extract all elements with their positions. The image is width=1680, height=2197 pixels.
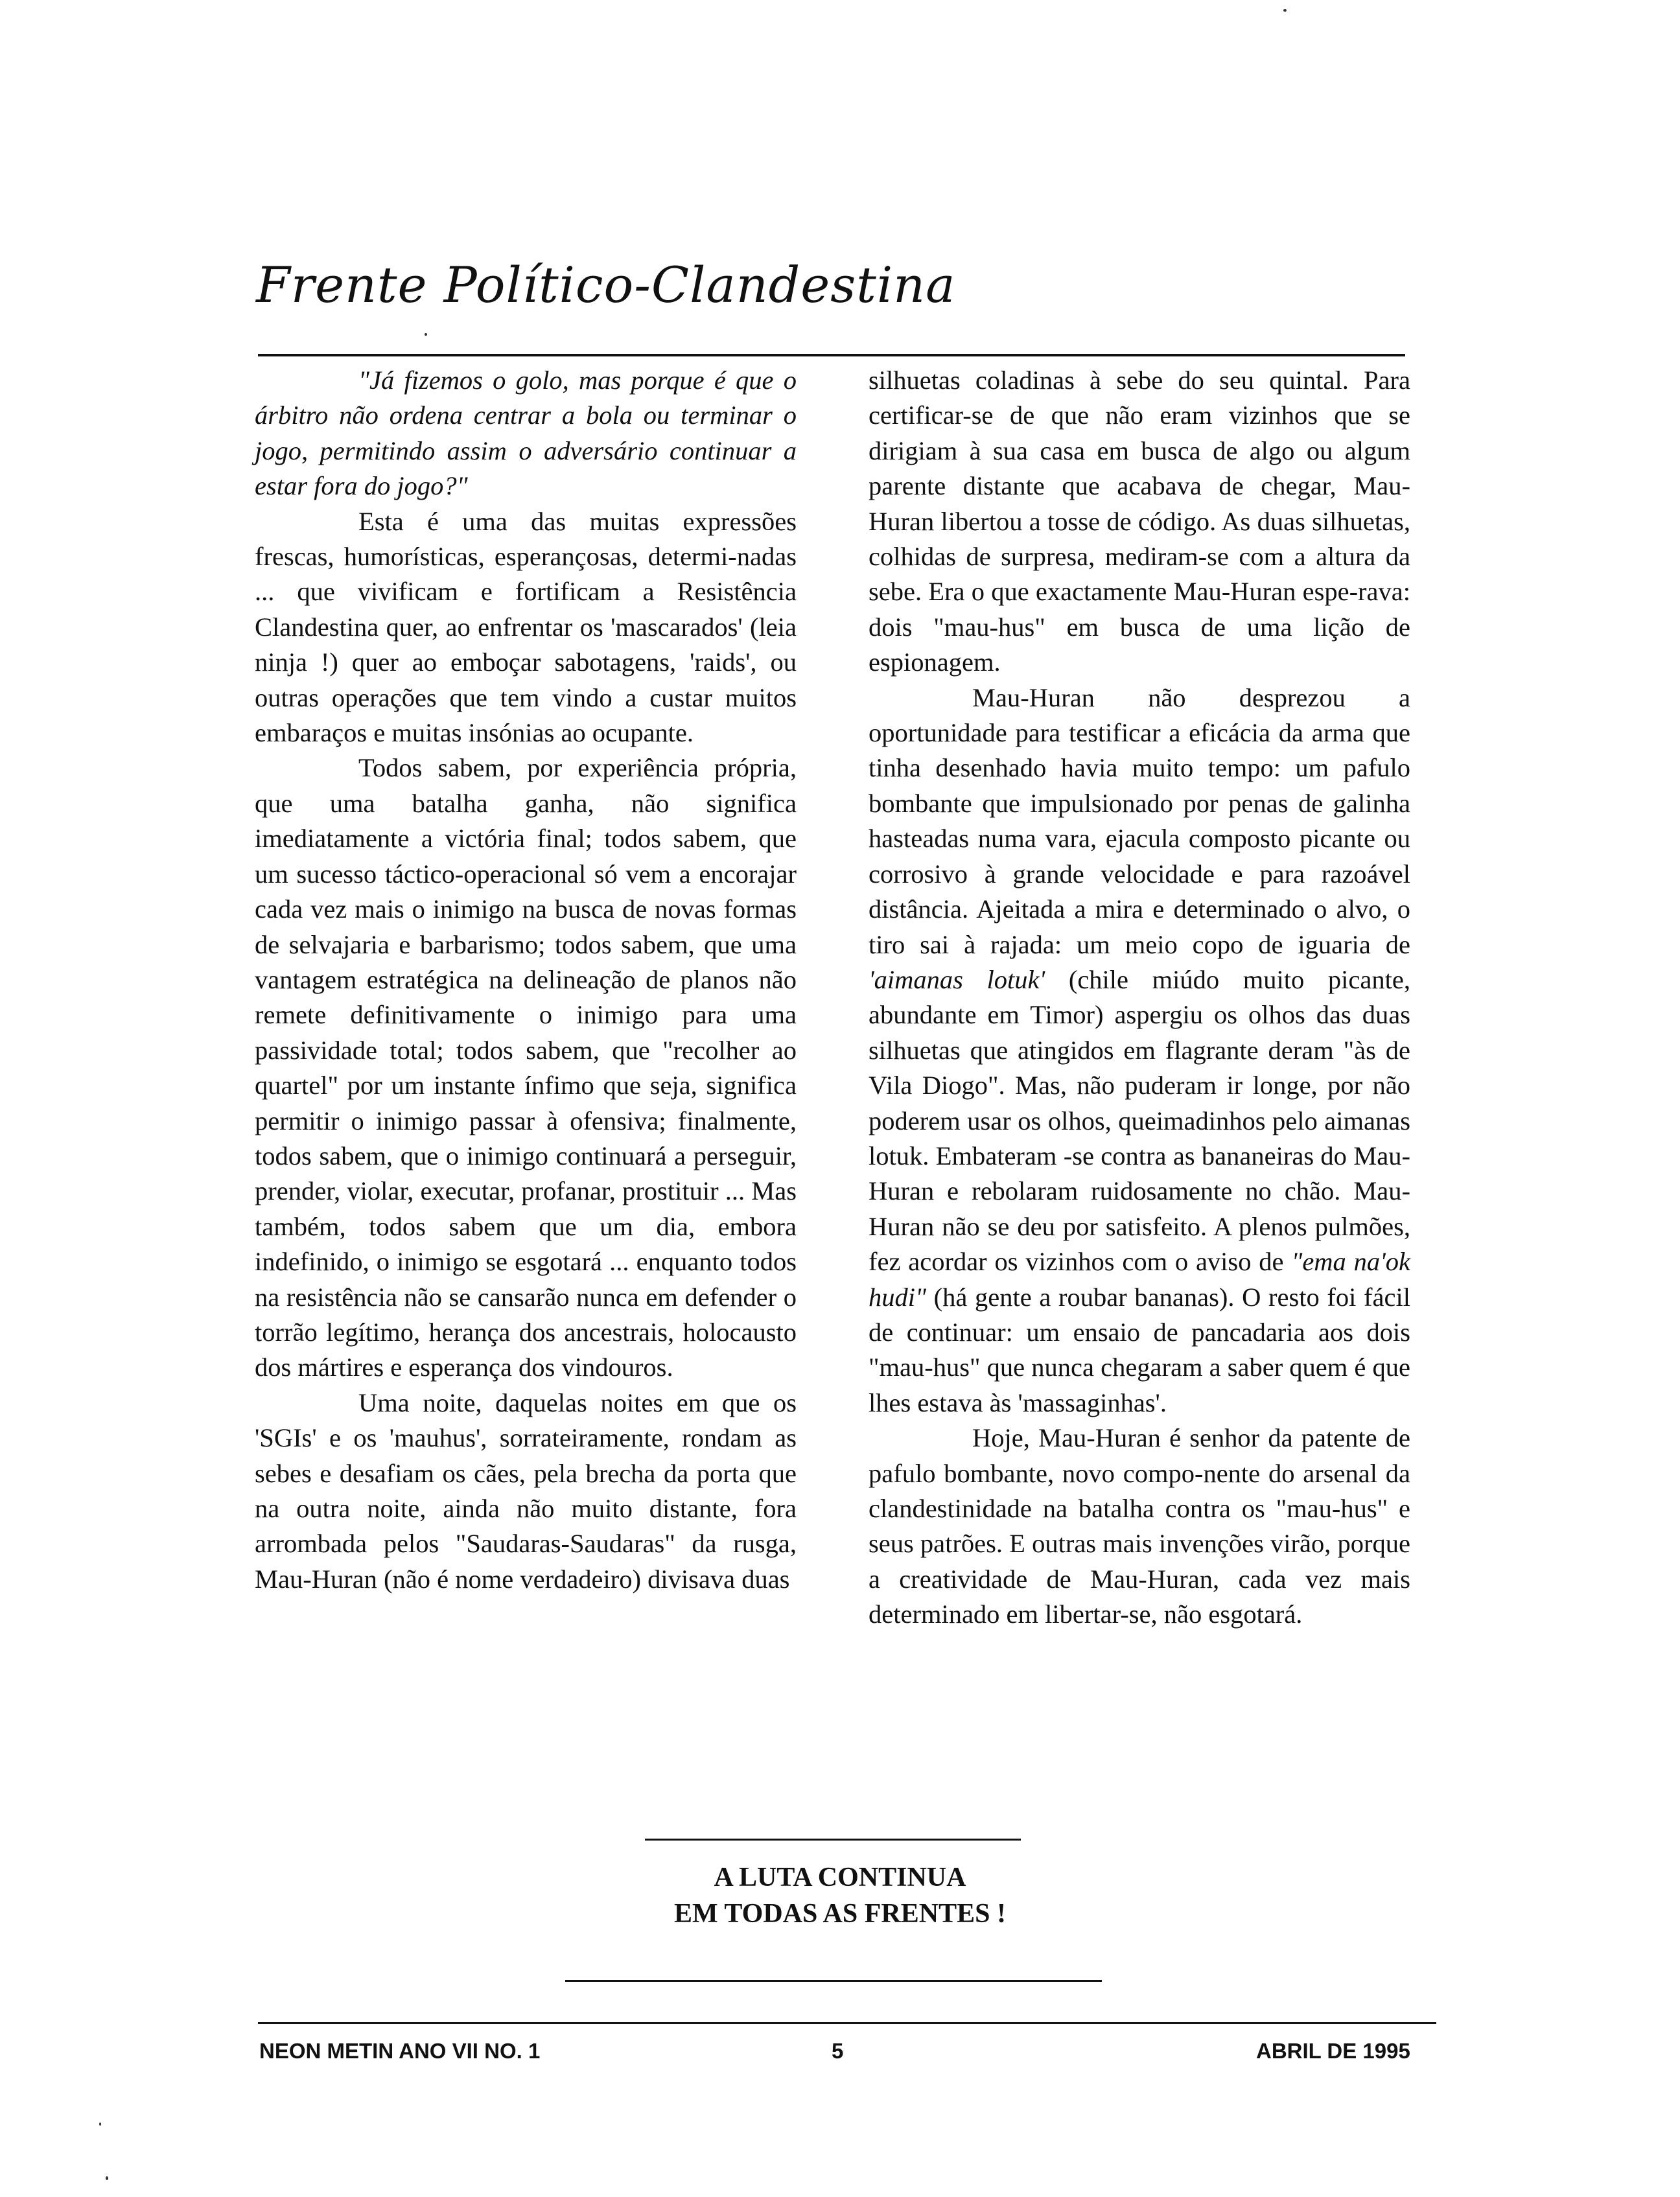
article-left-column — [255, 363, 797, 1597]
paragraph: Todos sabem, por experiência própria, que uma batalha ganha, não significa imediatamente a victória final; todos sabem, que um sucesso táctico-operacional só vem a encorajar cada vez mais o inimigo na busca de novas formas de selvajaria e barbarismo; todos sabem, que uma vantagem estratégica na delineação de planos não remete definitivamente o inimigo para uma passividade total; todos sabem, que "recolher ao quartel" por um instante ínfimo que seja, significa permitir o inimigo passar à ofensiva; finalmente, todos sabem, que o inimigo continuará a perseguir, prender, violar, executar, profanar, prostituir ... Mas também, todos sabem que um dia, embora indefinido, o inimigo se esgotará ... enquanto todos na resistência não se cansarão nunca em defender o torrão legítimo, herança dos ancestrais, holocausto dos mártires e esperança dos vindouros. — [255, 753, 797, 1382]
paragraph: Uma noite, daquelas noites em que os 'SGIs' e os 'mauhus', sorrateiramente, rondam as sebes e desafiam os cães, pela brecha da porta que na outra noite, ainda não muito distante, fora arrombada pelos "Saudaras-Saudaras" da rusga, Mau-Huran (não é nome verdadeiro) divisava duas — [255, 1388, 797, 1594]
paragraph-text: (chile miúdo muito picante, abundante em Timor) aspergiu os olhos das duas silhuetas que atingidos em flagrante deram "às de Vila Diogo". Mas, não puderam ir longe, por não poderem usar os olhos, queimadinhos pelo aimanas lotuk. Embateram -se contra as bananeiras do Mau-Huran e rebolaram ruidosamente no chão. Mau-Huran não se deu por satisfeito. A plenos pulmões, fez acordar os vizinhos com o aviso de — [869, 964, 1410, 1277]
page-title: Frente Político-Clandestina — [256, 256, 956, 314]
paragraph — [869, 680, 1410, 1421]
slogan-line: A LUTA CONTINUA — [714, 1863, 966, 1892]
opening-quote: "Já fizemos o golo, mas porque é que o árbitro não ordena centrar a bola ou terminar o jogo, permitindo assim o adversário continuar a estar fora do jogo?" — [255, 366, 797, 501]
article-right-column — [869, 363, 1410, 1633]
paragraph-text: (há gente a roubar bananas). O resto foi fácil de continuar: um ensaio de pancadaria aos dois "mau-hus" que nunca chegaram a saber quem é que lhes estava às 'massaginhas'. — [869, 1282, 1410, 1417]
footer-publication: NEON METIN ANO VII NO. 1 — [259, 2039, 541, 2063]
slogan-divider-top — [645, 1839, 1021, 1841]
emphasis-text: "ema na'ok hudi" — [869, 1247, 1410, 1312]
scan-speck — [106, 2176, 108, 2180]
footer-date: ABRIL DE 1995 — [1256, 2039, 1410, 2063]
scan-speck — [425, 333, 427, 336]
footer-page-number: 5 — [832, 2039, 844, 2063]
slogan-divider-bottom — [565, 1980, 1102, 1982]
paragraph: Hoje, Mau-Huran é senhor da patente de pafulo bombante, novo compo-nente do arsenal da clandestinidade na batalha contra os "mau-hus" e seus patrões. E outras mais invenções virão, porque a creatividade de Mau-Huran, cada vez mais determinado em libertar-se, não esgotará. — [869, 1423, 1410, 1629]
paragraph-text: Mau-Huran não desprezou a oportunidade para testificar a eficácia da arma que tinha desenhado havia muito tempo: um pafulo bombante que impulsionado por penas de galinha hasteadas numa vara, ejacula composto picante ou corrosivo à grande velocidade e para razoável distância. Ajeitada a mira e determinado o alvo, o tiro sai à rajada: um meio copo de iguaria de — [869, 682, 1410, 959]
scan-speck — [1283, 9, 1287, 12]
title-divider — [258, 354, 1405, 356]
paragraph: Esta é uma das muitas expressões frescas, humorísticas, esperançosas, determi-nadas ... que vivificam e fortificam a Resistência Clandestina quer, ao enfrentar os 'mascarados' (leia ninja !) quer ao emboçar sabotagens, 'raids', ou outras operações que tem vindo a custar muitos embaraços e muitas insónias ao ocupante. — [255, 506, 797, 748]
emphasis-text: 'aimanas lotuk' — [869, 964, 1045, 994]
paragraph-continued: silhuetas coladinas à sebe do seu quintal. Para certificar-se de que não eram vizinhos que se dirigiam à sua casa em busca de algo ou algum parente distante que acabava de chegar, Mau-Huran libertou a tosse de código. As duas silhuetas, colhidas de surpresa, mediram-se com a altura da sebe. Era o que exactamente Mau-Huran espe-rava: dois "mau-hus" em busca de uma lição de espionagem. — [869, 366, 1410, 677]
slogan-line: EM TODAS AS FRENTES ! — [674, 1899, 1006, 1929]
footer-divider — [258, 2022, 1436, 2024]
scan-speck — [99, 2122, 101, 2126]
